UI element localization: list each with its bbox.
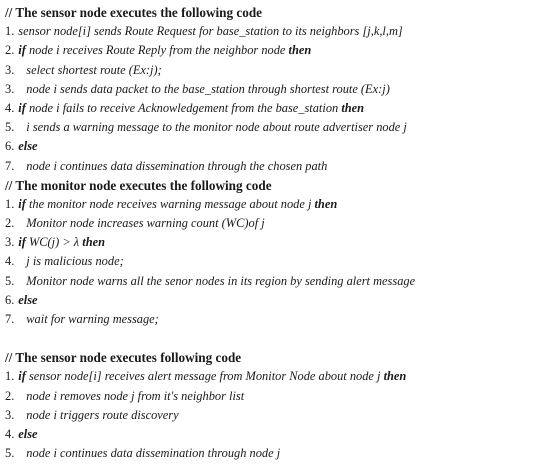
- keyword: then: [383, 369, 407, 384]
- code-line: [5, 425, 547, 444]
- code-line: [5, 22, 547, 41]
- line-text: [14, 235, 105, 249]
- line-number: 4.: [5, 254, 15, 269]
- section-header: // The sensor node executes the following code: [5, 5, 263, 20]
- line-text: [14, 427, 37, 441]
- line-text: [14, 293, 37, 307]
- line-text: [14, 369, 406, 383]
- line-number: 3.: [5, 407, 15, 422]
- keyword: if: [18, 100, 26, 115]
- line-number: 7.: [5, 158, 15, 173]
- keyword: else: [18, 292, 38, 307]
- line-text: [14, 82, 390, 96]
- code-line: [5, 444, 547, 463]
- code-text: sensor node[i] receives alert message from Monitor Node about node j: [25, 369, 384, 384]
- line-text: [14, 446, 280, 460]
- keyword: if: [18, 43, 26, 58]
- line-number: 2.: [5, 43, 15, 58]
- line-number: 3.: [5, 81, 15, 96]
- code-line: [5, 387, 547, 406]
- keyword: if: [18, 196, 26, 211]
- line-text: [14, 101, 364, 115]
- line-number: 5.: [5, 120, 15, 135]
- code-text: wait for warning message;: [26, 312, 159, 326]
- code-section-2: [5, 176, 547, 330]
- code-text: sensor node[i] sends Route Request for base_station to its neighbors [j,k,l,m]: [18, 24, 403, 39]
- code-line: [5, 367, 547, 386]
- line-number: 1.: [5, 196, 15, 211]
- line-number: 4.: [5, 100, 15, 115]
- code-section-1: [5, 3, 547, 176]
- line-text: [14, 408, 178, 422]
- algorithm-document: [5, 3, 547, 463]
- line-number: 1.: [5, 24, 15, 39]
- line-text: [14, 139, 37, 153]
- code-text: node i removes node j from it's neighbor list: [26, 388, 245, 403]
- line-text: [14, 120, 407, 134]
- code-section-3: [5, 348, 547, 463]
- keyword: else: [18, 426, 38, 441]
- line-number: 6.: [5, 292, 15, 307]
- line-text: [14, 24, 402, 38]
- code-line: [5, 157, 547, 176]
- section-header: // The monitor node executes the following code: [5, 177, 272, 193]
- line-number: 5.: [5, 446, 15, 461]
- code-line: [5, 99, 547, 118]
- code-line: [5, 252, 547, 271]
- line-number: 2.: [5, 216, 15, 231]
- line-text: [14, 43, 311, 57]
- keyword: if: [18, 369, 26, 384]
- code-text: the monitor node receives warning message about node j: [25, 196, 315, 211]
- code-text: select shortest route (Ex:j);: [26, 62, 162, 77]
- keyword: then: [341, 100, 365, 115]
- keyword: then: [288, 43, 312, 58]
- code-line: [5, 272, 547, 291]
- line-number: 7.: [5, 312, 15, 326]
- line-number: 5.: [5, 273, 15, 288]
- keyword: then: [314, 196, 338, 211]
- line-number: 3.: [5, 235, 15, 250]
- code-text: node i receives Route Reply from the neighbor node: [25, 43, 289, 58]
- line-text: [14, 389, 244, 403]
- line-number: 3.: [5, 62, 15, 77]
- code-text: node i continues data dissemination through node j: [26, 446, 281, 461]
- code-line: [5, 137, 547, 156]
- line-text: [14, 216, 264, 230]
- code-line: [5, 61, 547, 80]
- code-text: i sends a warning message to the monitor node about route advertiser node j: [26, 120, 407, 135]
- section-header: // The sensor node executes following code: [5, 350, 242, 366]
- line-text: [14, 63, 161, 77]
- line-number: 4.: [5, 426, 15, 441]
- code-line: [5, 406, 547, 425]
- code-text: WC(j) > λ: [25, 235, 83, 250]
- code-line: [5, 233, 547, 252]
- code-text: node i sends data packet to the base_station through shortest route (Ex:j): [26, 81, 390, 96]
- line-number: 2.: [5, 388, 15, 403]
- keyword: else: [18, 139, 38, 154]
- keyword: if: [18, 235, 26, 250]
- code-text: node i triggers route discovery: [26, 407, 179, 422]
- line-text: [14, 159, 327, 173]
- line-text: [14, 254, 123, 268]
- code-line: [5, 118, 547, 137]
- code-line: [5, 310, 547, 329]
- code-line: [5, 195, 547, 214]
- code-line: [5, 291, 547, 310]
- code-text: j is malicious node;: [26, 254, 124, 269]
- line-text: [14, 197, 337, 211]
- code-text: node i continues data dissemination through the chosen path: [26, 158, 328, 173]
- line-text: [14, 312, 159, 326]
- line-number: 6.: [5, 139, 15, 154]
- line-text: [14, 274, 415, 288]
- line-number: 1.: [5, 369, 15, 384]
- code-line: [5, 80, 547, 99]
- keyword: then: [82, 235, 106, 250]
- code-text: Monitor node warns all the senor nodes in its region by sending alert message: [26, 273, 416, 288]
- code-text: node i fails to receive Acknowledgement from the base_station: [25, 100, 342, 115]
- code-line: [5, 41, 547, 60]
- code-text: Monitor node increases warning count (WC)of j: [26, 216, 265, 231]
- code-line: [5, 214, 547, 233]
